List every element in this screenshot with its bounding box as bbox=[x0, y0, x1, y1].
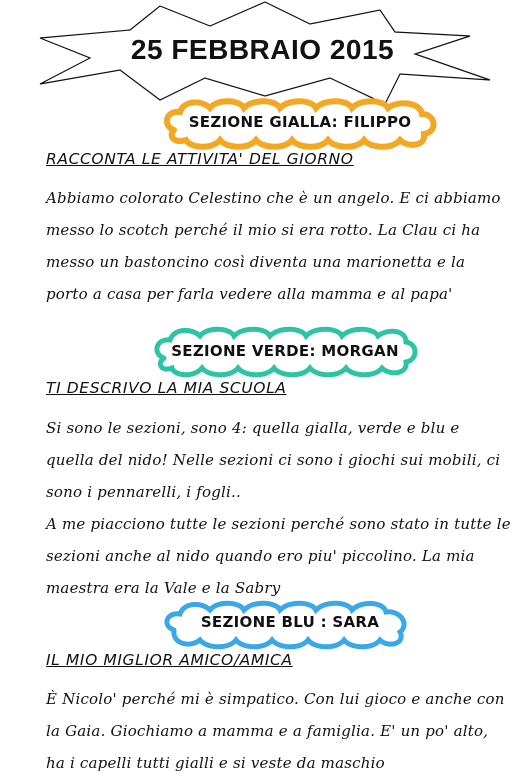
section-text-blue: È Nicolo' perché mi è simpatico. Con lui gioco e anche con la Gaia. Giochiamo a mamma e a famiglia. E' un po' alto, ha i capelli tutti gialli e si veste da maschio bbox=[46, 690, 505, 772]
section-text-yellow: Abbiamo colorato Celestino che è un angelo. E ci abbiamo messo lo scotch perché il mio si era rotto. La Clau ci ha messo un bastoncino così diventa una marionetta e la porto a casa per farla vedere alla mamma e al papa' bbox=[46, 189, 501, 303]
section-text-green-1: Si sono le sezioni, sono 4: quella gialla, verde e blu e quella del nido! Nelle sezioni ci sono i giochi sui mobili, ci sono i pennarelli, i fogli.. bbox=[46, 419, 501, 501]
section-label-yellow: SEZIONE GIALLA: FILIPPO bbox=[188, 113, 412, 131]
section-label-blue: SEZIONE BLU : SARA bbox=[200, 613, 380, 631]
section-text-green-2: A me piacciono tutte le sezioni perché sono stato in tutte le sezioni anche al nido quando ero piu' piccolino. La mia maestra era la Vale e la Sabry bbox=[46, 515, 511, 597]
section-label-green: SEZIONE VERDE: MORGAN bbox=[171, 342, 399, 360]
section-heading-green: TI DESCRIVO LA MIA SCUOLA bbox=[46, 379, 287, 397]
section-heading-blue: IL MIO MIGLIOR AMICO/AMICA bbox=[46, 651, 293, 669]
section-heading-yellow: RACCONTA LE ATTIVITA' DEL GIORNO bbox=[46, 150, 354, 168]
page-title: 25 FEBBRAIO 2015 bbox=[130, 34, 395, 65]
